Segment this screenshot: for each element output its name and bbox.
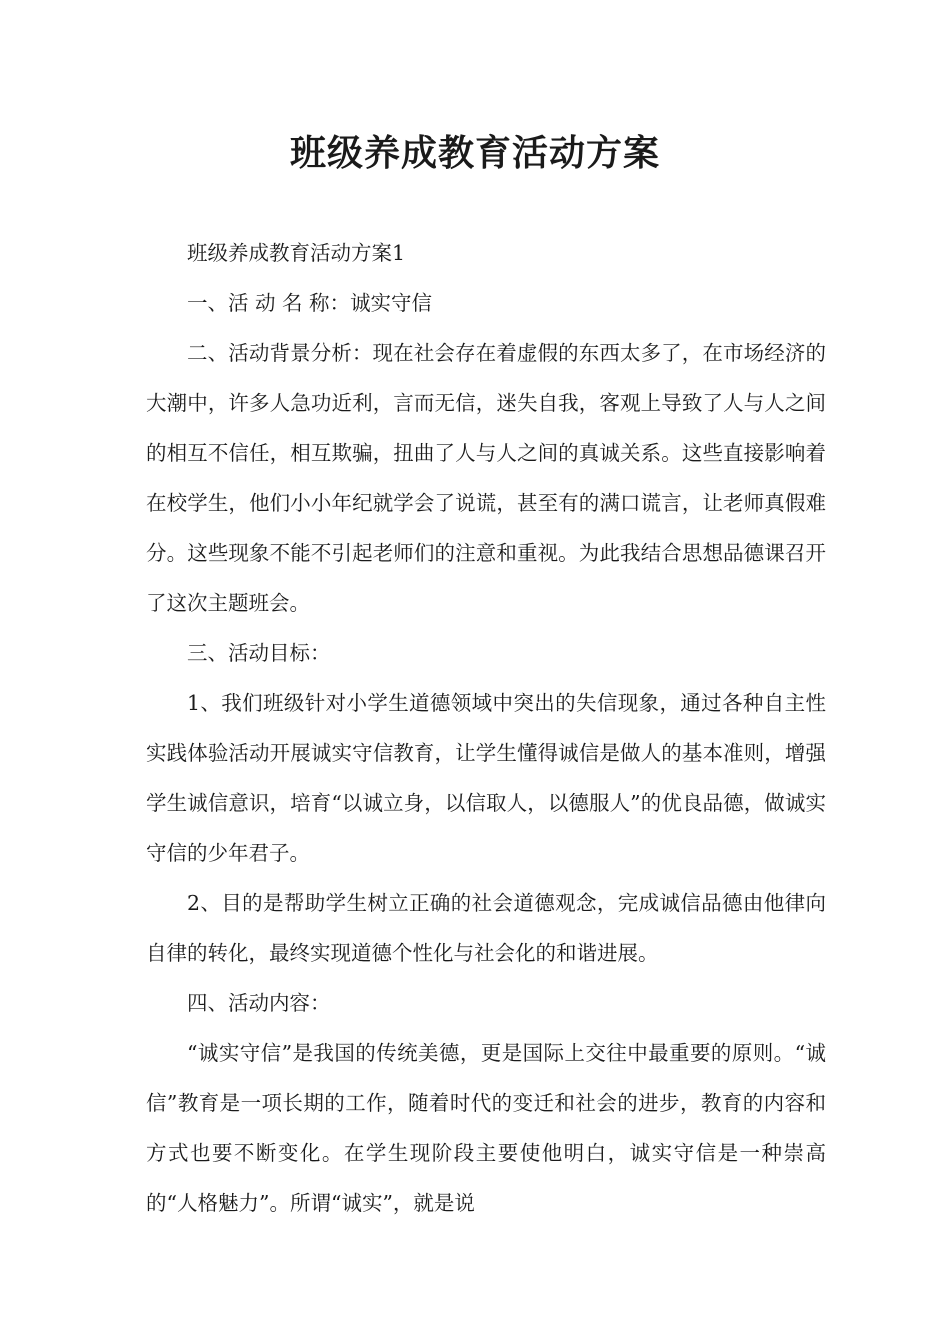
section-4-heading: 四、活动内容： <box>187 991 331 1015</box>
section-1-value: 诚实守信 <box>350 291 433 315</box>
document-title: 班级养成教育活动方案 <box>289 133 660 174</box>
goal-1-paragraph: 1、我们班级针对小学生道德领域中突出的失信现象，通过各种自主性实践体验活动开展诚实守信教育，让学生懂得诚信是做人的基本准则，增强学生诚信意识，培育“以诚立身，以信取人，以德服人”的优良品德，做诚实守信的少年君子。 <box>146 691 826 865</box>
section-1-activity-name <box>146 278 826 328</box>
section-subtitle: 班级养成教育活动方案1 <box>187 241 406 265</box>
section-1-label: 一、活 动 名 称： <box>187 291 351 315</box>
content-paragraph: “诚实守信”是我国的传统美德，更是国际上交往中最重要的原则。“诚信”教育是一项长期的工作，随着时代的变迁和社会的进步，教育的内容和方式也要不断变化。在学生现阶段主要使他明白，诚实守信是一种崇高的“人格魅力”。所谓“诚实”，就是说 <box>146 1041 826 1215</box>
section-2-background: 二、活动背景分析：现在社会存在着虚假的东西太多了，在市场经济的大潮中，许多人急功近利，言而无信，迷失自我，客观上导致了人与人之间的相互不信任，相互欺骗，扭曲了人与人之间的真诚关系。这些直接影响着在校学生，他们小小年纪就学会了说谎，甚至有的满口谎言，让老师真假难分。这些现象不能不引起老师们的注意和重视。为此我结合思想品德课召开了这次主题班会。 <box>146 341 826 615</box>
goal-2-paragraph: 2、目的是帮助学生树立正确的社会道德观念，完成诚信品德由他律向自律的转化，最终实现道德个性化与社会化的和谐进展。 <box>146 891 826 965</box>
document-body <box>146 228 826 1228</box>
section-3-heading: 三、活动目标： <box>187 641 331 665</box>
